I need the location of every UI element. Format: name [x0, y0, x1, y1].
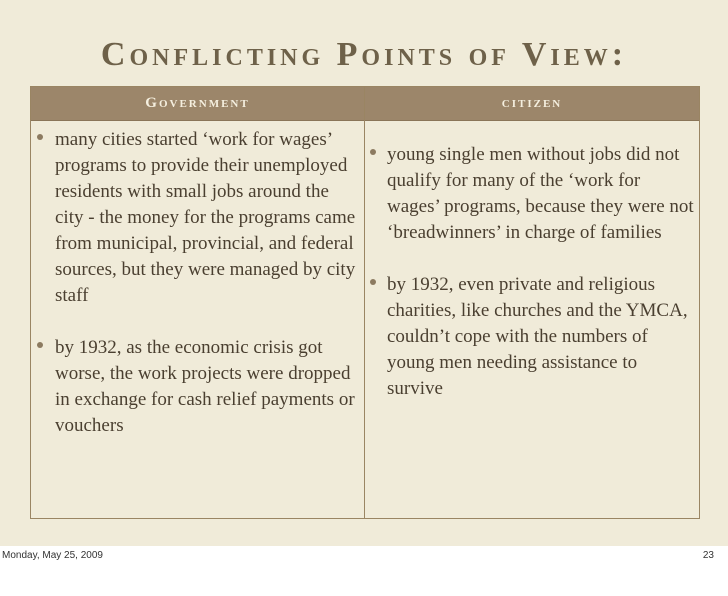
footer-date: Monday, May 25, 2009 [2, 550, 103, 561]
bullet-text: many cities started ‘work for wages’ programs to provide their unemployed residents with small jobs around the city - the money for the programs came from municipal, provincial, and federal sources, but they were managed by city staff [55, 129, 356, 306]
bullet-text: young single men without jobs did not qualify for many of the ‘work for wages’ programs, because they were not ‘breadwinners’ in charge of families [387, 144, 694, 243]
list-item [31, 127, 364, 309]
government-column [31, 127, 364, 439]
bullet-icon [37, 134, 43, 140]
bullet-icon [370, 279, 376, 285]
citizen-column [365, 142, 699, 402]
column-header-citizen: citizen [501, 95, 563, 111]
list-item [31, 335, 364, 439]
list-item [365, 272, 699, 402]
page-number: 23 [702, 550, 714, 561]
bullet-text: by 1932, as the economic crisis got worse, the work projects were dropped in exchange for cash relief payments or vouchers [55, 337, 355, 436]
slide-title: Conflicting Points of View: [100, 36, 628, 73]
list-item [365, 142, 699, 246]
bullet-text: by 1932, even private and religious charities, like churches and the YMCA, couldn’t cope with the numbers of young men needing assistance to survive [387, 274, 688, 399]
table-header-row [31, 87, 699, 121]
bullet-icon [370, 149, 376, 155]
presentation-footer [0, 550, 728, 568]
bullet-icon [37, 342, 43, 348]
comparison-table [30, 86, 700, 519]
column-header-government: Government [145, 95, 250, 111]
